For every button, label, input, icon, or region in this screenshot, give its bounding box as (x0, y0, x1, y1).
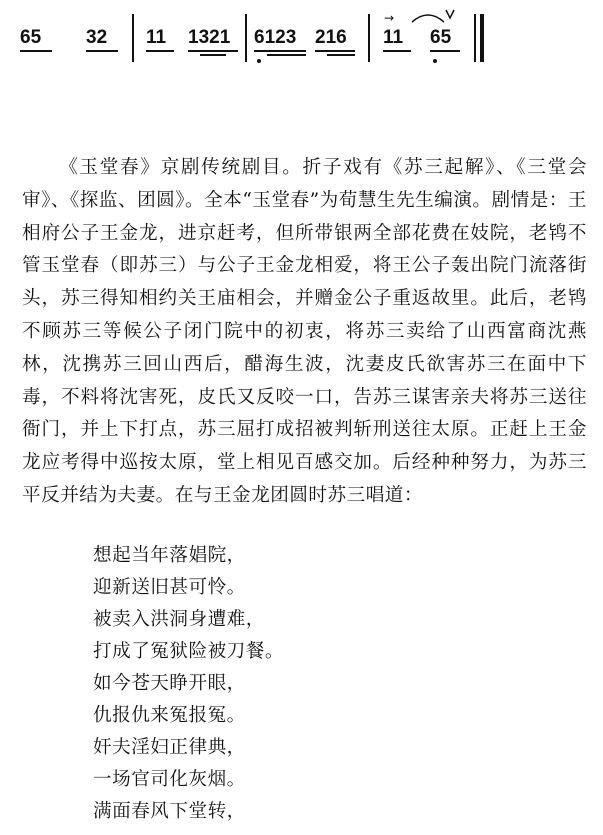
poem-line: 想起当年落娼院， (93, 545, 246, 566)
note-group-11: 11 (383, 27, 404, 48)
ornament-arrow-icon: → (384, 11, 395, 25)
poem-line: 一场官司化灰烟。 (93, 769, 246, 790)
double-underline (267, 54, 306, 56)
underline (146, 50, 174, 52)
underline (430, 50, 460, 52)
end-bar-line (480, 14, 484, 62)
note-group-6123: 6123 (254, 27, 297, 48)
underline (383, 50, 411, 52)
note-group-216: 216 (315, 27, 347, 48)
note-group-1321: 1321 (188, 27, 231, 48)
note-group-11: 11 (146, 27, 167, 48)
poem-line: 被卖入洪洞身遭难， (93, 609, 265, 630)
notation-score (0, 0, 603, 80)
double-underline (327, 54, 355, 56)
note-group-65: 65 (20, 27, 42, 48)
underline (315, 50, 355, 52)
low-octave-dot (433, 59, 437, 63)
bar-line (368, 14, 370, 62)
poem-line: 如今苍天睁开眼， (93, 673, 246, 694)
underline (20, 50, 52, 52)
double-underline (200, 54, 226, 56)
note-group-32: 32 (86, 27, 108, 48)
bar-line (474, 14, 476, 62)
note-group-65: 65 (430, 27, 452, 48)
poem-line: 打成了冤狱险被刀餐。 (93, 641, 284, 662)
intro-paragraph: 《玉堂春》京剧传统剧目。折子戏有《苏三起解》、《三堂会审》、《探监、团圆》。全本“玉堂春”为荀慧生先生编演。剧情是：王相府公子王金龙，进京赶考，但所带银两全部花费在妓院，老鸨不管玉堂春（即苏三）与公子王金龙相爱，将王公子轰出院门流落街头，苏三得知相约关王庙相会，并赠金公子重返故里。此后，老鸨不顾苏三等候公子闭门院中的初衷，将苏三卖给了山西富商沈燕林，沈携苏三回山西后，醋海生波，沈妻皮氏欲害苏三在面中下毒，不料将沈害死，皮氏又反咬一口，告苏三谋害亲夫将苏三送往衙门，并上下打点，苏三屈打成招被判斩刑送往太原。正赶上王金龙应考得中巡按太原，堂上相见百感交加。后经种种努力，为苏三平反并结为夫妻。在与王金龙团圆时苏三唱道： (22, 157, 587, 506)
bar-line (245, 14, 247, 62)
underline (188, 50, 238, 52)
bar-line (132, 14, 134, 62)
poem-line: 满面春风下堂转， (93, 801, 246, 822)
underline (254, 50, 306, 52)
poem-line: 奸夫淫妇正律典， (93, 737, 246, 758)
poem-line: 迎新送旧甚可怜。 (93, 577, 246, 598)
slur-v-icon (408, 6, 456, 26)
low-octave-dot (257, 59, 261, 63)
poem-line: 仇报仇来冤报冤。 (93, 705, 246, 726)
poem-verses (93, 540, 284, 828)
underline (86, 50, 118, 52)
